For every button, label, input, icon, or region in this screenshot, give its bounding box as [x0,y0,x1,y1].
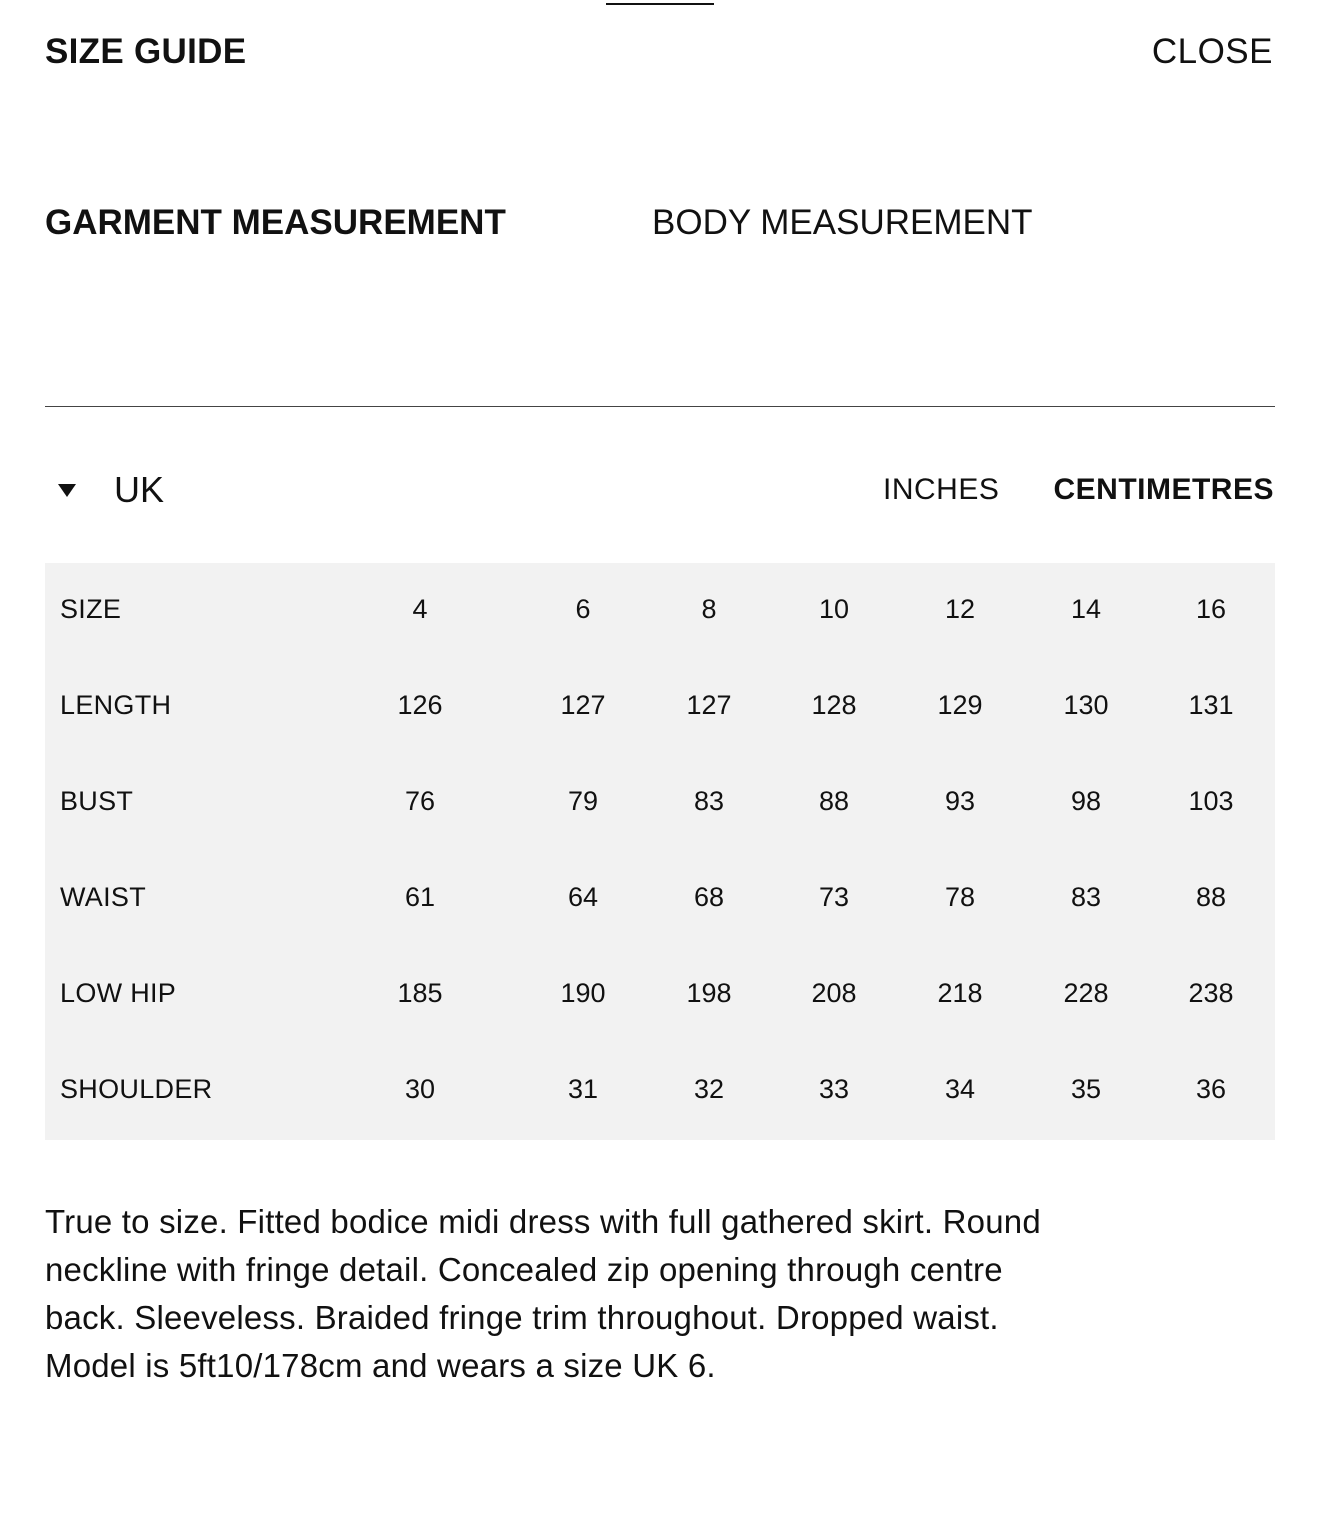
table-cell: 238 [1188,978,1234,1008]
table-cell: 126 [397,690,443,720]
table-cell: 93 [944,786,976,816]
table-cell: 83 [1070,882,1102,912]
table-cell: 127 [686,690,732,720]
table-cell: 131 [1188,690,1234,720]
page-title: SIZE GUIDE [45,32,247,71]
table-row-low-hip [45,947,1275,1043]
table-cell: 31 [567,1074,599,1104]
row-label: BUST [60,786,134,816]
fit-description: True to size. Fitted bodice midi dress with full gathered skirt. Round neckline with fringe detail. Concealed zip opening through centre back. Sleeveless. Braided fringe trim throughout. Dropped waist. Model is 5ft10/178cm and wears a size UK 6. [45,1203,1041,1384]
region-selected-label: UK [114,469,165,510]
table-cell: 14 [1070,594,1102,624]
table-cell: 83 [693,786,725,816]
row-label: LOW HIP [60,978,177,1008]
table-cell: 88 [818,786,850,816]
table-cell: 33 [818,1074,850,1104]
table-cell: 98 [1070,786,1102,816]
table-cell: 32 [693,1074,725,1104]
table-cell: 4 [412,594,428,624]
row-label: SIZE [60,594,122,624]
table-row-bust [45,755,1275,851]
region-dropdown[interactable] [58,468,164,512]
table-cell: 36 [1195,1074,1227,1104]
table-cell: 73 [818,882,850,912]
table-cell: 128 [811,690,857,720]
table-cell: 68 [693,882,725,912]
unit-toggle-centimetres[interactable]: CENTIMETRES [1053,473,1274,506]
table-row-size [45,563,1275,659]
table-cell: 10 [818,594,850,624]
table-cell: 12 [944,594,976,624]
caret-down-icon [58,484,76,497]
table-cell: 88 [1195,882,1227,912]
table-cell: 6 [575,594,591,624]
table-cell: 30 [404,1074,436,1104]
row-label: LENGTH [60,690,172,720]
table-cell: 16 [1195,594,1227,624]
tab-garment-measurement[interactable]: GARMENT MEASUREMENT [45,203,506,242]
table-cell: 103 [1188,786,1234,816]
tab-body-measurement[interactable]: BODY MEASUREMENT [652,203,1033,242]
table-cell: 8 [701,594,717,624]
table-cell: 35 [1070,1074,1102,1104]
divider [45,406,1275,407]
table-cell: 190 [560,978,606,1008]
table-cell: 130 [1063,690,1109,720]
table-cell: 127 [560,690,606,720]
table-row-shoulder [45,1043,1275,1139]
table-cell: 208 [811,978,857,1008]
table-cell: 61 [404,882,436,912]
row-label: WAIST [60,882,146,912]
table-cell: 218 [937,978,983,1008]
unit-toggle-inches[interactable]: INCHES [883,473,1000,506]
table-cell: 185 [397,978,443,1008]
table-cell: 64 [567,882,599,912]
table-cell: 76 [404,786,436,816]
table-cell: 78 [944,882,976,912]
size-table [45,563,1275,1140]
table-row-waist [45,851,1275,947]
close-button[interactable]: CLOSE [1151,32,1273,71]
table-cell: 79 [567,786,599,816]
table-cell: 228 [1063,978,1109,1008]
table-cell: 34 [944,1074,976,1104]
table-row-length [45,659,1275,755]
drag-handle[interactable] [606,3,714,5]
table-cell: 129 [937,690,983,720]
table-cell: 198 [686,978,732,1008]
row-label: SHOULDER [60,1074,213,1104]
